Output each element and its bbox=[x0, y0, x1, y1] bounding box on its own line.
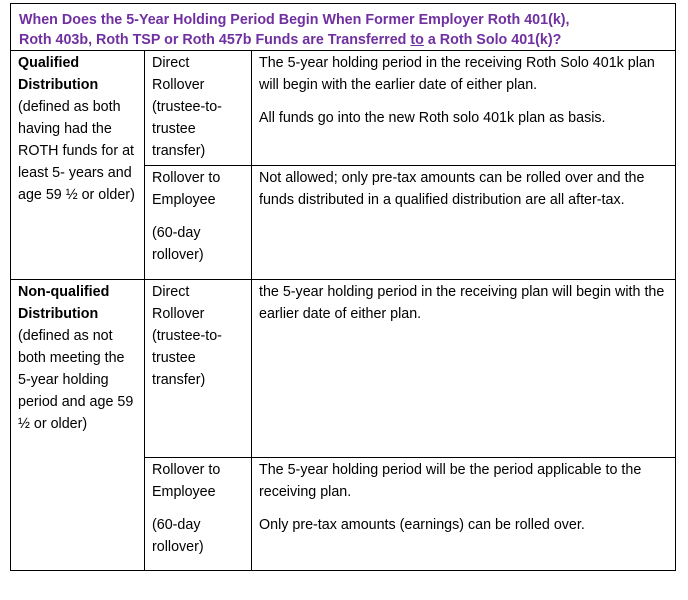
rollover-table-document bbox=[10, 3, 676, 571]
title-line-2-end: a Roth Solo 401(k)? bbox=[423, 32, 562, 48]
method-cell bbox=[145, 280, 252, 458]
method-detail: (trustee-to-trustee transfer) bbox=[152, 328, 222, 388]
method-detail: (trustee-to-trustee transfer) bbox=[152, 99, 222, 159]
method-cell bbox=[145, 51, 252, 166]
method-name: Rollover to Employee bbox=[152, 170, 221, 208]
category-cell-qualified bbox=[11, 51, 145, 280]
rule-paragraph: the 5-year holding period in the receiving plan will begin with the earlier date of either plan. bbox=[259, 284, 665, 322]
rule-cell bbox=[252, 280, 676, 458]
table-title-cell bbox=[10, 3, 676, 50]
title-underlined-word: to bbox=[410, 32, 424, 48]
rule-cell bbox=[252, 166, 676, 280]
method-cell bbox=[145, 458, 252, 571]
holding-period-table bbox=[10, 50, 676, 571]
method-detail: (60-day rollover) bbox=[152, 225, 204, 263]
rule-paragraph: Not allowed; only pre-tax amounts can be rolled over and the funds distributed in a qualified distribution are all after-tax. bbox=[259, 170, 645, 208]
rule-paragraph: Only pre-tax amounts (earnings) can be rolled over. bbox=[259, 517, 585, 533]
method-detail: (60-day rollover) bbox=[152, 517, 204, 555]
title-line-1: When Does the 5-Year Holding Period Begin When Former Employer Roth 401(k), bbox=[19, 12, 570, 28]
method-name: Rollover to Employee bbox=[152, 462, 221, 500]
rule-paragraph: The 5-year holding period in the receiving Roth Solo 401k plan will begin with the earlier date of either plan. bbox=[259, 55, 655, 93]
method-cell bbox=[145, 166, 252, 280]
rule-paragraph: All funds go into the new Roth solo 401k plan as basis. bbox=[259, 110, 606, 126]
table-row bbox=[11, 280, 676, 458]
rule-cell bbox=[252, 51, 676, 166]
rule-paragraph: The 5-year holding period will be the period applicable to the receiving plan. bbox=[259, 462, 642, 500]
category-title: Qualified Distribution bbox=[18, 55, 99, 93]
method-name: Direct Rollover bbox=[152, 284, 205, 322]
method-name: Direct Rollover bbox=[152, 55, 205, 93]
rule-cell bbox=[252, 458, 676, 571]
title-line-2-start: Roth 403b, Roth TSP or Roth 457b Funds are Transferred bbox=[19, 32, 411, 48]
category-description: (defined as not both meeting the 5-year holding period and age 59 ½ or older) bbox=[18, 328, 134, 432]
category-description: (defined as both having had the ROTH funds for at least 5- years and age 59 ½ or older) bbox=[18, 99, 135, 203]
table-row bbox=[11, 51, 676, 166]
title-line-2 bbox=[19, 30, 667, 50]
category-cell-non-qualified bbox=[11, 280, 145, 571]
category-title: Non-qualified Distribution bbox=[18, 284, 110, 322]
